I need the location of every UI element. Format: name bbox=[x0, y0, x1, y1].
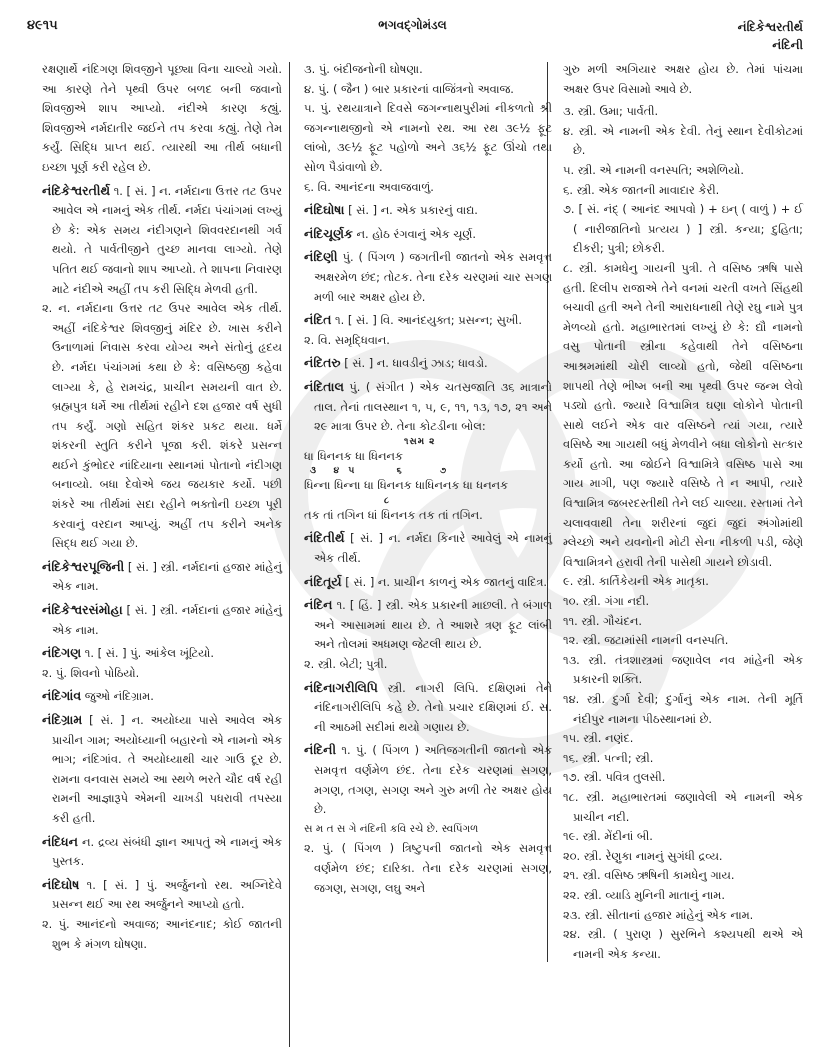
headword: નંદિતીર્થ bbox=[304, 530, 345, 546]
headword: નંદિકેશ્વરસંમોહા bbox=[42, 602, 123, 618]
dictionary-entry bbox=[304, 353, 552, 374]
sense: [ સં. ] ન. અયોધ્યા પાસે આવેલ એક પ્રાચીન ગામ; અયોધ્યાની બહારનો એ નામનો એક ભાગ; નંદિગાંવ. તે અયોધ્યાથી ચાર ગાઉ દૂર છે. રામના વનવાસ સમયે આ સ્થળે ભરતે ચૌદ વર્ષ રહી રામની આજ્ઞારૂપે એમની ચાખડી પધરાવી તપસ્યા કરી હતી. bbox=[52, 713, 282, 825]
dictionary-entry bbox=[304, 377, 552, 526]
sense: ૨. પું. શિવનો પોઠિયો. bbox=[42, 665, 140, 680]
sense: ૧૪. સ્ત્રી. દુર્ગા દેવી; દુર્ગાનું એક નામ. તેની મૂર્તિ નંદીપુર નામના પીઠસ્થાનમાં છે. bbox=[563, 692, 803, 726]
dictionary-entry bbox=[42, 686, 282, 707]
headword: નંદિઘોષ bbox=[42, 876, 80, 892]
sense: ૪. પું. ( જૈન ) બાર પ્રકારનાં વાજિંત્રનો અવાજ. bbox=[304, 81, 514, 96]
sense: ૪. સ્ત્રી. એ નામની એક દેવી. તેનું સ્થાન દેવીકોટમાં છે. bbox=[563, 123, 803, 158]
sense: ૧. [ સં. ] વિ. આનંદયુક્ત; પ્રસન્ન; સુખી. bbox=[335, 313, 522, 328]
sense: ૧૦. સ્ત્રી. ગંગા નદી. bbox=[563, 594, 650, 609]
dictionary-entry bbox=[42, 710, 282, 829]
tala-bols: ધિન્ના ધિન્ના ધા ધિનનક ધાધિનનક ધા ધનનક bbox=[304, 478, 509, 493]
sense: ૮. સ્ત્રી. કામધેનુ ગાયની પુત્રી. તે વસિષ્ઠ ઋષિ પાસે હતી. દિલીપ રાજાએ તેને વનમાં ચરતી વખતે સિંહથી બચાવી હતી અને તેની આરાધનાથી તેણે રઘુ નામે પુત્ર મેળવ્યો હતો. મહાભારતમાં લખ્યું છે કે: દ્યૌ નામનો વસુ પોતાની સ્ત્રીના કહેવાથી તેને વસિષ્ઠના આશ્રમમાંથી ચોરી લાવ્યો હતો, જેથી વસિષ્ઠના શાપથી તેણે ભીષ્મ બની આ પૃથ્વી ઉપર જન્મ લેવો પડ્યો હતો. જ્યારે વિશ્વામિત્ર ઘણા લોકોને પોતાની સાથે લઈને એક વાર વસિષ્ઠને ત્યાં ગયા, ત્યારે વસિષ્ઠે આ ગાયથી બધું મેળવીને બધા લોકોનો સત્કાર કર્યો હતો. આ જોઈને વિશ્વામિત્રે વસિષ્ઠ પાસે આ ગાય માગી, પણ જ્યારે વસિષ્ઠે તે ન આપી, ત્યારે વિશ્વામિત્ર જબરદસ્તીથી તેને લઈ ચાલ્યા. રસ્તામાં તેને ચલાવવાથી તેના શરીરનાં જુદાં જુદાં અંગોમાંથી મ્લેચ્છો અને યવનોની મોટી સેના નીકળી પડી, જેણે વિશ્વામિત્રને હરાવી તેની પાસેથી ગાયને છોડાવી. bbox=[563, 260, 803, 569]
headword: નંદિઘોષા bbox=[304, 202, 345, 218]
sense: ૨૨. સ્ત્રી. વ્યાડિ મુનિની માતાનું નામ. bbox=[563, 887, 725, 902]
sense: ૫. સ્ત્રી. એ નામની વનસ્પતિ; અશેળિયો. bbox=[563, 162, 745, 177]
headword: નંદિગ્રામ bbox=[42, 712, 83, 727]
sense: ન. હોઠ રંગવાનું એક ચૂર્ણ. bbox=[356, 226, 476, 241]
sense: સ્ત્રી. નાગરી લિપિ. દક્ષિણમાં તેને નંદિનાગરીલિપિ કહે છે. તેનો પ્રચાર દક્ષિણમાં ઈ. સ. ની આઠમી સદીમાં થયો ગણાય છે. bbox=[314, 680, 553, 734]
headword: નંદિન bbox=[304, 597, 333, 613]
verse-quote: સ મ ત સ ગે નંદિની કવિ રચે છે. સ્વપિંગળ bbox=[304, 822, 479, 835]
right-column bbox=[563, 60, 803, 964]
continuation-text: રક્ષણાર્થે નંદિગણ શિવજીને પૂછ્યા વિના ચાલ્યો ગયો. આ કારણે તેને પૃથ્વી ઉપર બળદ બની જવાનો શિવજીએ શાપ આપ્યો. નંદીએ કારણ કહ્યું. શિવજીએ નર્મદાતીર જઈને તપ કરવા કહ્યું. તેણે તેમ કર્યું. સિદ્ધિ પ્રાપ્ત થઈ. ત્યારથી આ તીર્થ બધાની ઇચ્છા પૂર્ણ કરી રહેલ છે. bbox=[42, 62, 282, 174]
sense: ૭. [ સં. નંદ્ ( આનંદ આપવો ) + ઇન્ ( વાળું ) + ઈ ( નારીજાતિનો પ્રત્યય ) ] સ્ત્રી. કન્યા; દુહિતા; દીકરી; પુત્રી; છોકરી. bbox=[563, 202, 803, 256]
tala-bols: ધા ધિનનક ધા ધિનનક bbox=[304, 448, 403, 463]
sense: ૧૬. સ્ત્રી. પત્ની; સ્ત્રી. bbox=[563, 750, 654, 765]
page-header bbox=[0, 16, 825, 56]
left-column bbox=[42, 60, 282, 957]
guide-word-first: નંદિકેશ્વરતીર્થ bbox=[737, 20, 803, 34]
headword: નંદિગણ bbox=[42, 645, 82, 661]
sense: ૨. પું. ( પિંગળ ) ત્રિષ્ટુપની જાતનો એક સમવૃત્ત વર્ણમેળ છંદ; દારિકા. તેના દરેક ચરણમાં સગણ, જગણ, સગણ, લઘુ અને bbox=[304, 841, 552, 895]
headword: નંદિચૂર્ણક bbox=[304, 225, 353, 241]
continuation-text: ગુરુ મળી અગિયાર અક્ષર હોય છે. તેમાં પાંચમા અક્ષર ઉપર વિસામો આવે છે. bbox=[563, 62, 803, 96]
sense: ૧૩. સ્ત્રી. તંત્રશાસ્ત્રમાં જણાવેલ નવ માંહેની એક પ્રકારની શક્તિ. bbox=[563, 652, 803, 687]
sense: ૧. [ સં. ] પું. અર્જુનનો રથ. અગ્નિદેવે પ્રસન્ન થઈ આ રથ અર્જુનને આપ્યો હતો. bbox=[52, 877, 283, 912]
dictionary-entry bbox=[304, 247, 552, 307]
tala-beat-marks: ૩ ૪ ૫ ૬ ૭ bbox=[310, 466, 448, 477]
book-title: ભગવદ્ગોમંડલ bbox=[378, 18, 447, 32]
headword: નંદિકેશ્વરપૂજિની bbox=[42, 558, 125, 574]
headword: નંદિકેશ્વરતીર્થ bbox=[42, 182, 111, 198]
sense: ૬. સ્ત્રી. એક જાતની માવાદાર કેરી. bbox=[563, 182, 720, 197]
sense: ૯. સ્ત્રી. કાર્તિકેયની એક માતૃકા. bbox=[563, 574, 709, 589]
dictionary-entry bbox=[42, 600, 282, 640]
dictionary-entry bbox=[42, 181, 282, 554]
sense: ૨. સ્ત્રી. બેટી; પુત્રી. bbox=[304, 657, 388, 672]
sense: ૨૩. સ્ત્રી. સીતાનાં હજાર માંહેનું એક નામ. bbox=[563, 907, 754, 922]
sense: ૨. ન. નર્મદાના ઉત્તર તટ ઉપર આવેલ એક તીર્થ. અહીં નંદિકેશ્વર શિવજીનું મંદિર છે. ખાસ કરીને ઉનાળામાં નિવાસ કરવા યોગ્ય અને સંતોનું હૃદય છે. નર્મદા પંચાંગમાં કથા છે કે: વસિષ્ઠજી કહેવા લાગ્યા કે, હે રામચંદ્ર, પ્રાચીન સમયની વાત છે. બ્રહ્મપુત્ર ધર્મે આ તીર્થમાં રહીને દશ હજાર વર્ષ સુધી તપ કર્યું. ગણો સહિત શંકર પ્રકટ થયા. ધર્મે શંકરની સ્તુતિ કરીને પૂજા કરી. શંકરે પ્રસન્ન થઈને કુંભોદર નાંદિયાના સ્થાનમાં પોતાનો નંદીગણ બનાવ્યો. બધા દેવોએ જય જયકાર કર્યો. પછી શંકરે આ તીર્થમાં સદા રહીને ભક્તોની ઇચ્છા પૂરી કરવાનું વરદાન આપ્યું. અહીં તપ કરીને અનેક સિદ્ધ થઈ ગયા છે. bbox=[42, 301, 282, 551]
sense: [ સં. ] ન. એક પ્રકારનું વાદ્ય. bbox=[348, 203, 478, 218]
dictionary-entry bbox=[304, 224, 552, 245]
tala-beat-marks: ૧સમ ૨ bbox=[404, 436, 436, 447]
sense: ન. દ્રવ્ય સંબંધી જ્ઞાન આપતું એ નામનું એક પુસ્તક. bbox=[52, 834, 283, 869]
sense-list bbox=[563, 102, 803, 964]
sense: ૨. પું. આનંદનો અવાજ; આનંદનાદ; કોઈ જાતની શુભ કે મંગળ ઘોષણા. bbox=[42, 916, 282, 951]
sense: ૫. પું. રથયાત્રાને દિવસે જગન્નાથપુરીમાં નીકળતો શ્રી જગન્નાથજીનો એ નામનો રથ. આ રથ ૩૯½ ફૂટ લાંબો, ૩૯½ ફૂટ પહોળો અને ૩૬½ ફૂટ ઊંચો તથા સોળ પૈડાંવાળો છે. bbox=[304, 101, 552, 174]
headword: નંદિતાલ bbox=[304, 378, 344, 394]
sense: [ સં. ] સ્ત્રી. નર્મદાનાં હજાર માંહેનું એક નામ. bbox=[52, 559, 282, 594]
guide-words bbox=[738, 18, 803, 54]
headword: નંદિગાંવ bbox=[42, 688, 82, 704]
sense: ૧. [ સં. ] પું. આંકેલ ખૂંટિયો. bbox=[84, 646, 214, 661]
dictionary-entry bbox=[42, 832, 282, 872]
sense: ૧. [ હિં. ] સ્ત્રી. એક પ્રકારની માછલી. તે બંગાળ અને આસામમાં થાય છે. તે આશરે ત્રણ ફૂટ લાંબી અને તોલમાં અધમણ જેટલી થાય છે. bbox=[314, 598, 552, 652]
sense: ૨૧. સ્ત્રી. વસિષ્ઠ ઋષિની કામધેનુ ગાય. bbox=[563, 868, 735, 883]
sense: ૧૫. સ્ત્રી. નણંદ. bbox=[563, 731, 634, 746]
column-divider bbox=[289, 62, 290, 1047]
dictionary-entry bbox=[304, 200, 552, 221]
tala-bols: તક તાં તગિન ધાં ધિનનક તક તાં તગિન. bbox=[304, 507, 483, 522]
dictionary-entry bbox=[304, 528, 552, 568]
sense: ૧૭. સ્ત્રી. પવિત્ર તુલસી. bbox=[563, 770, 666, 785]
headword: નંદિતરુ bbox=[304, 355, 341, 371]
dictionary-entry bbox=[42, 557, 282, 597]
dictionary-entry bbox=[42, 875, 282, 954]
sense: [ સં. ] ન. પ્રાચીન કાળનું એક જાતનું વાદિત્ર. bbox=[345, 574, 547, 589]
headword: નંદિત bbox=[304, 312, 332, 328]
dictionary-entry bbox=[304, 595, 552, 674]
headword: નંદિતૂર્ય bbox=[304, 573, 342, 589]
guide-word-last: નંદિની bbox=[772, 38, 803, 52]
sense: પું. ( પિંગળ ) જગતીની જાતનો એક સમવૃત્ત અક્ષરમેળ છંદ; તોટક. તેના દરેક ચરણમાં ચાર સગણ મળી બાર અક્ષર હોય છે. bbox=[314, 250, 552, 304]
cross-reference: જુઓ નંદિગ્રામ. bbox=[84, 689, 154, 704]
sense: ૩. સ્ત્રી. ઉમા; પાર્વતી. bbox=[563, 104, 659, 119]
headword: નંદિની bbox=[304, 742, 337, 758]
sense: ૨૪. સ્ત્રી. ( પુરાણ ) સુરભિને કશ્યપથી થએ એ નામની એક કન્યા. bbox=[563, 927, 803, 961]
sense: ૨. વિ. સમૃદ્ધિવાન. bbox=[304, 332, 390, 347]
sense: [ સં. ] ન. ધાવડીનું ઝાડ; ધાવડો. bbox=[344, 356, 488, 371]
sense: ૧૧. સ્ત્રી. ગૌચંદન. bbox=[563, 613, 642, 628]
page-number: ૪૯૧૫ bbox=[27, 18, 58, 33]
sense: ૨૦. સ્ત્રી. રેણુકા નામનું સુગંધી દ્રવ્ય. bbox=[563, 848, 723, 863]
dictionary-entry bbox=[304, 572, 552, 593]
dictionary-entry bbox=[42, 643, 282, 683]
dictionary-entry bbox=[304, 310, 552, 350]
sense: ૧૨. સ્ત્રી. જટામાંસી નામની વનસ્પતિ. bbox=[563, 633, 729, 648]
headword: નંદિણી bbox=[304, 249, 338, 265]
dictionary-entry bbox=[304, 678, 552, 738]
sense: ૧૯. સ્ત્રી. મેંદીનાં બી. bbox=[563, 829, 653, 844]
continuation-senses bbox=[304, 60, 552, 197]
sense: ૩. પું. બંદીજનોની ઘોષણા. bbox=[304, 62, 423, 76]
sense: [ સં. ] સ્ત્રી. નર્મદાનાં હજાર માંહેનું એક નામ. bbox=[52, 603, 282, 637]
sense: ૬. વિ. આનંદના અવાજવાળું. bbox=[304, 179, 434, 194]
sense: ૧૮. સ્ત્રી. મહાભારતમાં જણાવેલી એ નામની એક પ્રાચીન નદી. bbox=[563, 789, 803, 824]
sense: ૧. [ સં. ] ન. નર્મદાના ઉત્તર તટ ઉપર આવેલ એ નામનું એક તીર્થ. નર્મદા પંચાંગમાં લખ્યું છે કે: એક સમય નંદીગણને શિવવરદાનથી ગર્વ થયો. તે પાર્વતીજીને તુચ્છ માનવા લાગ્યો. તેણે પતિત થઈ જવાનો શાપ આપ્યો. તે શાપના નિવારણ માટે નંદીએ અહીં તપ કરી સિદ્ધિ મેળવી હતી. bbox=[52, 183, 282, 296]
sense: [ સં. ] ન. નર્મદા કિનારે આવેલું એ નામનું એક તીર્થ. bbox=[314, 531, 553, 566]
headword: નંદિધન bbox=[42, 833, 78, 849]
sense: ૧. પું. ( પિંગળ ) અતિજગતીની જાતનો એક સમવૃત્ત વર્ણમેળ છંદ. તેના દરેક ચરણમાં સગણ, મગણ, તગણ, સગણ અને ગુરુ મળી તેર અક્ષર હોય છે. bbox=[314, 743, 552, 817]
tala-beat-marks: ૮ bbox=[384, 495, 390, 506]
sense: પું. ( સંગીત ) એક ચતસ્રજાતિ ૩૬ માત્રાનો તાલ. તેનાં તાલસ્થાન ૧, ૫, ૯, ૧૧, ૧૩, ૧૭, ૨૧ અને ૨૯ માત્રા ઉપર છે. તેના કોટડીના બોલ: bbox=[314, 379, 552, 434]
middle-column bbox=[304, 60, 552, 901]
headword: નંદિનાગરીલિપિ bbox=[304, 679, 378, 695]
dictionary-entry bbox=[304, 740, 552, 898]
